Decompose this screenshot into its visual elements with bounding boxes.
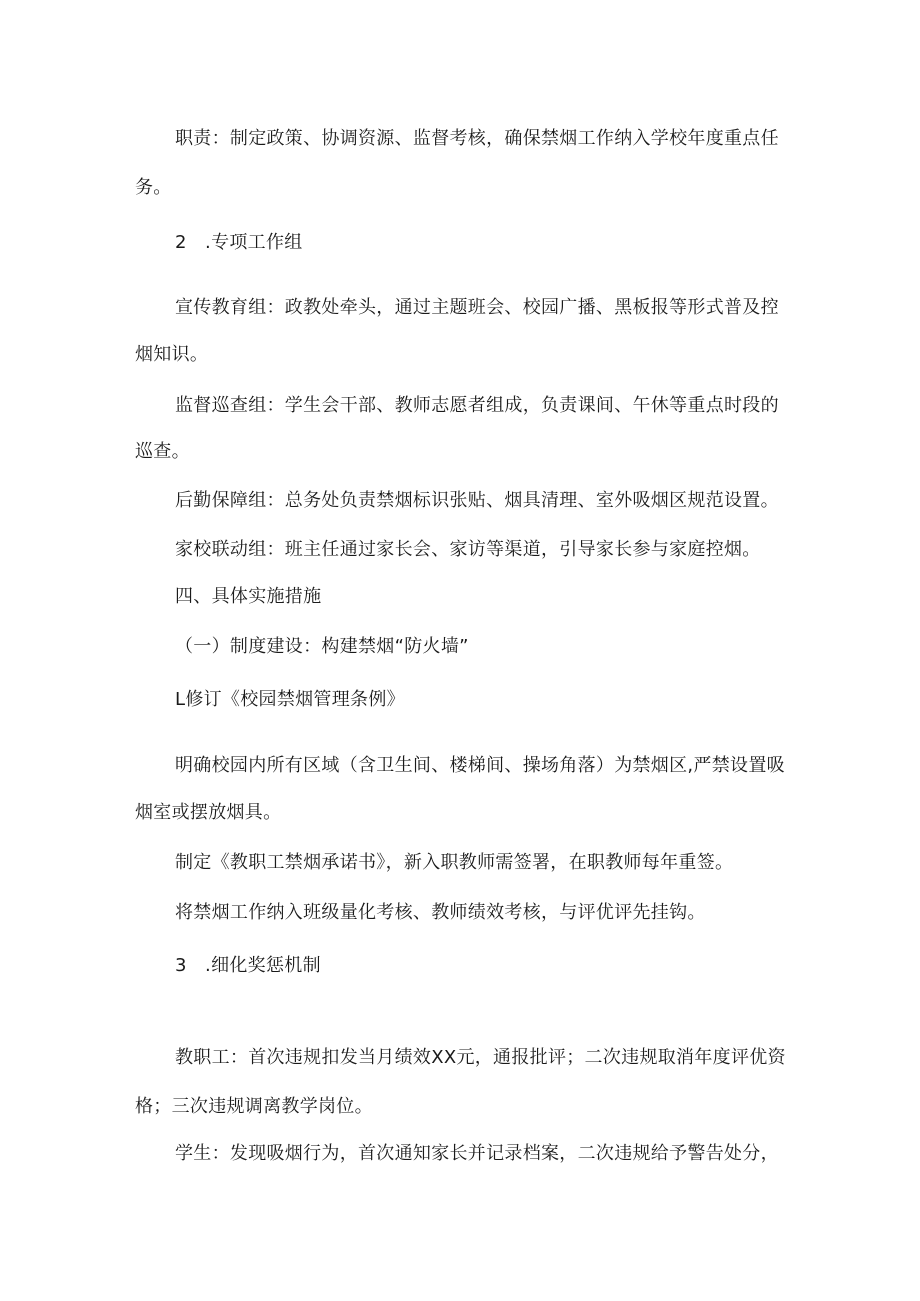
publicity-group-line-2: 烟知识。 xyxy=(135,344,209,365)
section-heading-rewards-penalties: 3 .细化奖惩机制 xyxy=(175,955,321,976)
no-smoking-area-line-1: 明确校园内所有区域（含卫生间、楼梯间、操场角落）为禁烟区,严禁设置吸 xyxy=(175,755,785,776)
section-heading-special-groups: 2 .专项工作组 xyxy=(175,232,303,253)
staff-penalty-line-2: 格；三次违规调离教学岗位。 xyxy=(135,1096,373,1117)
inspection-group-line-2: 巡查。 xyxy=(135,441,190,462)
staff-penalty-line-1: 教职工：首次违规扣发当月绩效XX元，通报批评；二次违规取消年度评优资 xyxy=(175,1047,786,1068)
section-heading-measures: 四、具体实施措施 xyxy=(175,586,322,607)
publicity-group-line-1: 宣传教育组：政教处牵头，通过主题班会、校园广播、黑板报等形式普及控 xyxy=(175,297,779,318)
logistics-group-line: 后勤保障组：总务处负责禁烟标识张贴、烟具清理、室外吸烟区规范设置。 xyxy=(175,490,779,511)
item-heading-revise-regulations: L修订《校园禁烟管理条例》 xyxy=(175,689,405,710)
student-penalty-line-1: 学生：发现吸烟行为，首次通知家长并记录档案，二次违规给予警告处分， xyxy=(175,1143,779,1164)
responsibility-line-2: 务。 xyxy=(135,177,172,198)
home-school-group-line: 家校联动组：班主任通过家长会、家访等渠道，引导家长参与家庭控烟。 xyxy=(175,539,761,560)
staff-pledge-line: 制定《教职工禁烟承诺书》，新入职教师需签署，在职教师每年重签。 xyxy=(175,852,734,873)
inspection-group-line-1: 监督巡查组：学生会干部、教师志愿者组成，负责课间、午休等重点时段的 xyxy=(175,395,779,416)
assessment-line: 将禁烟工作纳入班级量化考核、教师绩效考核，与评优评先挂钩。 xyxy=(175,902,706,923)
responsibility-line-1: 职责：制定政策、协调资源、监督考核，确保禁烟工作纳入学校年度重点任 xyxy=(175,128,779,149)
subsection-heading-institution: （一）制度建设：构建禁烟“防火墙” xyxy=(175,636,469,657)
no-smoking-area-line-2: 烟室或摆放烟具。 xyxy=(135,802,282,823)
